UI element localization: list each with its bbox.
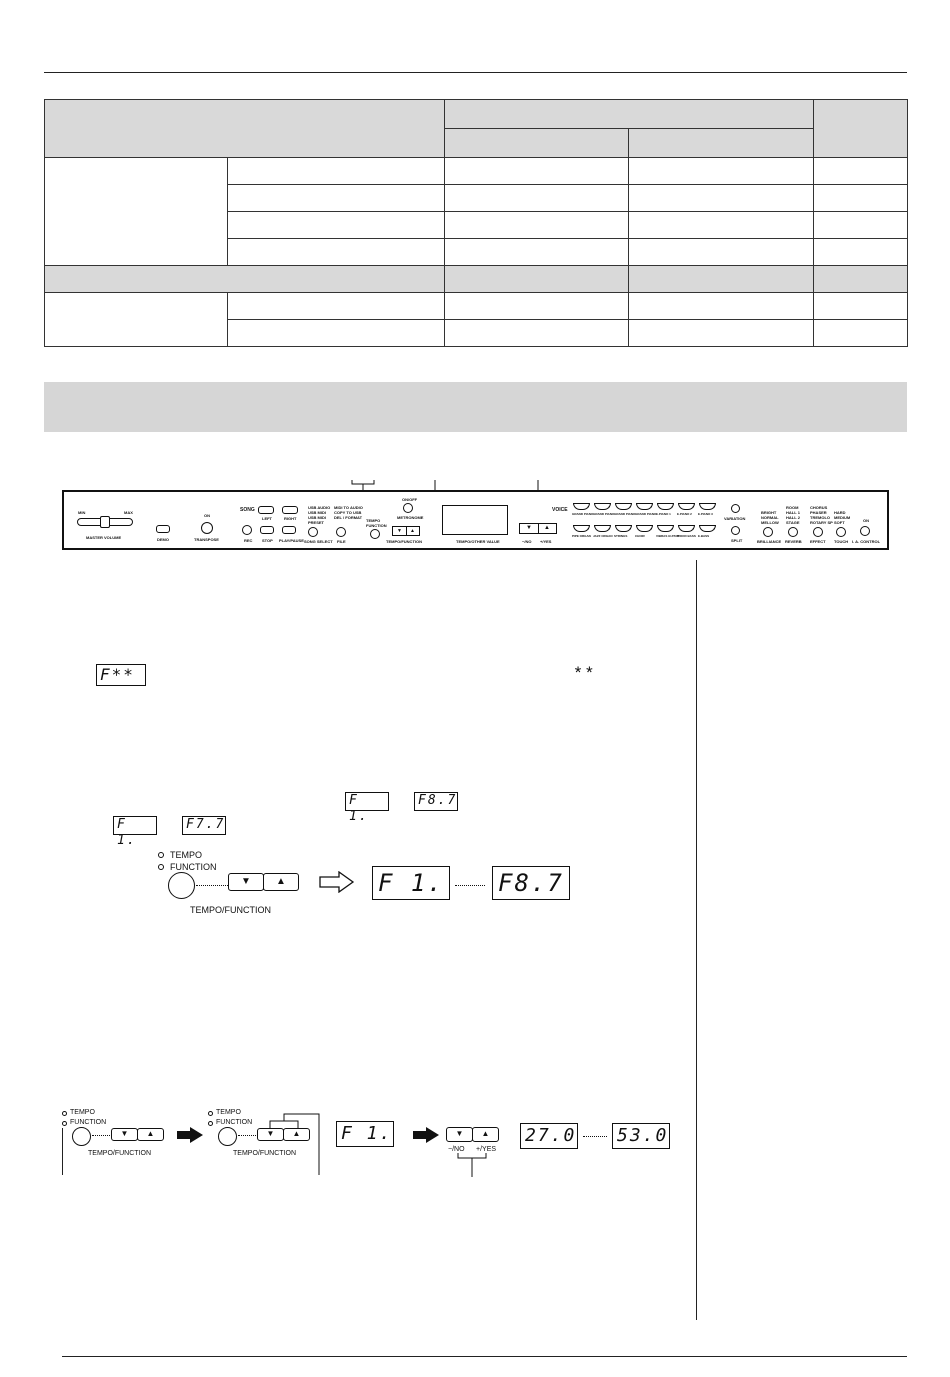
table-row (45, 158, 908, 185)
song-led-label: USB MIDI (308, 510, 326, 515)
brilliance-button[interactable] (763, 527, 773, 537)
iac-label: I. A. CONTROL (852, 539, 881, 544)
display-f1-c (336, 1121, 394, 1147)
file-led-label: DEL / FORMAT (334, 515, 363, 520)
diagram2-function-label-b: FUNCTION (216, 1119, 253, 1126)
yes-label: +/YES (540, 539, 552, 544)
voice-bottom-button[interactable] (615, 525, 632, 532)
volume-min-label: MIN (78, 510, 86, 515)
stars-glyph: * * (574, 663, 592, 682)
touch-label: TOUCH (834, 539, 849, 544)
song-select-label: SONG SELECT (304, 539, 333, 544)
voice-bottom-label: JAZZ ORGAN (593, 534, 613, 538)
tempo-led-icon (208, 1111, 213, 1116)
transpose-on-label: ON (204, 513, 210, 518)
song-left-button[interactable] (258, 506, 274, 514)
voice-top-button[interactable] (594, 503, 611, 510)
reverb-button[interactable] (788, 527, 798, 537)
section-banner (44, 382, 907, 432)
file-button[interactable] (336, 527, 346, 537)
table-cell (814, 158, 908, 185)
touch-led: SOFT (834, 520, 845, 525)
display-f1-a-text: F 1. (349, 793, 369, 824)
table-cell (814, 185, 908, 212)
table-cell (814, 239, 908, 266)
table-cell (814, 293, 908, 320)
touch-led: MEDIUM (834, 515, 851, 520)
transpose-button[interactable] (201, 522, 213, 534)
voice-top-label: E.PIANO 1 (656, 512, 671, 516)
voice-bottom-label: WOOD BASS (677, 534, 696, 538)
effect-button[interactable] (813, 527, 823, 537)
diagram1-down-button[interactable] (228, 873, 264, 891)
table-cell (228, 239, 445, 266)
play-pause-label: PLAY/PAUSE (279, 538, 304, 543)
file-led-label: COPY TO USB (334, 510, 362, 515)
function-led-icon (158, 864, 164, 870)
rec-button[interactable] (242, 525, 252, 535)
voice-top-label: E.PIANO 2 (677, 512, 692, 516)
diagram1-dotted-connector (196, 885, 228, 886)
footer-rule (62, 1356, 907, 1357)
reverb-label: REVERB (785, 539, 802, 544)
brilliance-led: MELLOW (761, 520, 779, 525)
diagram1-up-button[interactable] (263, 873, 299, 891)
table-cell (445, 212, 629, 239)
table-cell (445, 293, 629, 320)
table-cell (445, 320, 629, 347)
table-cell (814, 212, 908, 239)
tempo-function-button[interactable] (370, 529, 380, 539)
voice-label: VOICE (552, 507, 568, 513)
table-cell (445, 185, 629, 212)
brilliance-label: BRILLIANCE (757, 539, 782, 544)
table-cell (228, 212, 445, 239)
reverb-led: ROOM (786, 505, 799, 510)
diagram2-up-button-a[interactable] (137, 1128, 164, 1141)
effect-led: ROTARY SP (810, 520, 833, 525)
diagram2-down-icon[interactable]: ▼ (266, 1129, 275, 1138)
voice-top-button[interactable] (678, 503, 695, 510)
brilliance-led: BRIGHT (761, 510, 777, 515)
song-label: SONG (240, 507, 255, 513)
diagram1-tempo-function-label: TEMPO/FUNCTION (190, 905, 271, 915)
diagram1-function-button[interactable] (168, 872, 195, 899)
tempo-up-icon[interactable]: ▲ (410, 528, 415, 534)
diagram1-display-connector (455, 885, 485, 886)
display-f77-text: F7.7 (186, 817, 226, 832)
display-f87-big (492, 866, 570, 900)
header-cell (445, 129, 629, 158)
demo-label: DEMO (157, 537, 169, 542)
no-down-icon[interactable]: ▼ (521, 524, 539, 533)
voice-top-button[interactable] (573, 503, 590, 510)
song-led-label: USB AUDIO (308, 505, 331, 510)
tempo-function-label: TEMPO/FUNCTION (386, 539, 422, 544)
diagram1-function-label: FUNCTION (170, 862, 217, 872)
display-f87-big-text: F8.7 (498, 869, 564, 897)
table-header-row (45, 100, 908, 129)
voice-bottom-button[interactable] (573, 525, 590, 532)
section-cell (445, 266, 629, 293)
diagram2-dotted-connector (92, 1135, 110, 1136)
function-led-label: FUNCTION (366, 523, 387, 528)
diagram2-up-icon[interactable]: ▲ (292, 1129, 301, 1138)
table-cell (228, 185, 445, 212)
section-cell (45, 266, 445, 293)
sidebar-divider (696, 560, 697, 1320)
stop-button[interactable] (260, 526, 274, 534)
control-panel (62, 490, 889, 550)
song-left-label: LEFT (262, 516, 272, 521)
voice-top-label: GRAND PIANO (593, 512, 615, 516)
display-f1-a (345, 792, 389, 824)
diagram1-down-icon[interactable]: ▼ (241, 876, 251, 887)
table-section-row (45, 266, 908, 293)
diagram1-up-icon[interactable]: ▲ (276, 876, 286, 887)
tempo-down-icon[interactable]: ▼ (394, 527, 407, 535)
diagram2-dotted-connector-b (238, 1135, 256, 1136)
voice-top-label: GRAND PIANO (635, 512, 657, 516)
table-cell (228, 158, 445, 185)
demo-button[interactable] (156, 525, 170, 533)
hollow-arrow-icon (319, 871, 355, 893)
rec-label: REC (244, 538, 253, 543)
diagram2-yes-icon[interactable]: ▲ (481, 1129, 490, 1138)
display-270-text: 27.0 (525, 1125, 577, 1146)
display-f87-a (414, 792, 458, 811)
voice-top-label: E.PIANO 3 (698, 512, 713, 516)
touch-led: HARD (834, 510, 846, 515)
volume-slider[interactable] (77, 518, 133, 526)
iac-button[interactable] (860, 526, 870, 536)
metronome-label: METRONOME (397, 515, 424, 520)
diagram2-no-button[interactable] (446, 1127, 473, 1142)
effect-label: EFFECT (810, 539, 826, 544)
no-yes-bracket (455, 1152, 495, 1178)
table-cell (814, 320, 908, 347)
on-off-label: ON/OFF (402, 497, 418, 502)
tempo-other-value-label: TEMPO/OTHER VALUE (456, 539, 500, 544)
table-cell (45, 158, 228, 266)
volume-max-label: MAX (124, 510, 133, 515)
display-f-star-text: F** (100, 665, 135, 684)
voice-bottom-button[interactable] (699, 525, 716, 532)
section-cell (629, 266, 814, 293)
yes-up-icon[interactable]: ▲ (544, 525, 550, 531)
table-cell (445, 239, 629, 266)
display-f1-b (113, 816, 157, 848)
file-led-label: MIDI TO AUDIO (334, 505, 363, 510)
right-arrow-icon (176, 1127, 204, 1143)
table-cell (228, 293, 445, 320)
voice-bottom-button[interactable] (678, 525, 695, 532)
song-select-button[interactable] (308, 527, 318, 537)
diagram2-function-button-b[interactable] (218, 1127, 237, 1146)
diagram2-down-button-a[interactable] (111, 1128, 138, 1141)
song-right-button[interactable] (282, 506, 298, 514)
diagram2-yes-label: +/YES (476, 1146, 497, 1153)
song-led-label: USB MIDI (308, 515, 326, 520)
voice-bottom-button[interactable] (636, 525, 653, 532)
table-cell (629, 185, 814, 212)
right-arrow-icon (412, 1127, 440, 1143)
diagram2-tempo-label-b: TEMPO (216, 1109, 241, 1116)
tempo-down-up-buttons[interactable] (392, 526, 420, 536)
display-f77 (182, 816, 226, 835)
song-led-label: PRESET (308, 520, 325, 525)
table-cell (629, 212, 814, 239)
voice-bottom-label: E.BASS (698, 534, 710, 538)
reverb-led: HALL 1 (786, 510, 800, 515)
voice-bottom-label: CHOIR (635, 534, 645, 538)
diagram1-tempo-label: TEMPO (170, 850, 203, 860)
display-530-text: 53.0 (617, 1125, 669, 1146)
variation-label: VARIATION (724, 516, 746, 521)
display-530 (612, 1123, 670, 1149)
song-right-label: RIGHT (284, 516, 297, 521)
effect-led: PHASER (810, 510, 827, 515)
table-cell (228, 320, 445, 347)
voice-top-button[interactable] (657, 503, 674, 510)
header-cell (445, 100, 814, 129)
play-pause-button[interactable] (282, 526, 296, 534)
display-f1-big (372, 866, 450, 900)
header-rule (44, 72, 907, 73)
reverb-led: STAGE (786, 520, 800, 525)
effect-led: CHORUS (810, 505, 828, 510)
diagram2-down-icon[interactable]: ▼ (120, 1129, 129, 1138)
tempo-led-icon (62, 1111, 67, 1116)
variation-button[interactable] (731, 504, 740, 513)
no-label: −/NO (522, 539, 532, 544)
tempo-led-icon (158, 852, 164, 858)
volume-slider-knob[interactable] (100, 516, 110, 528)
diagram2-tempo-function-label-b: TEMPO/FUNCTION (233, 1150, 296, 1157)
transpose-label: TRANSPOSE (194, 537, 219, 542)
stop-label: STOP (262, 538, 273, 543)
brilliance-led: NORMAL (761, 515, 779, 520)
spec-table (44, 99, 908, 347)
voice-top-button[interactable] (615, 503, 632, 510)
metronome-button[interactable] (403, 503, 413, 513)
voice-bottom-label: STRINGS (614, 534, 628, 538)
touch-button[interactable] (836, 527, 846, 537)
split-button[interactable] (731, 526, 740, 535)
display-f-star (96, 664, 146, 686)
header-cell (629, 129, 814, 158)
effect-led: TREMOLO (810, 515, 830, 520)
display-270 (520, 1123, 578, 1149)
header-cell (814, 100, 908, 158)
voice-bottom-button[interactable] (657, 525, 674, 532)
diagram2-tempo-function-label: TEMPO/FUNCTION (88, 1150, 151, 1157)
display-f1-b-text: F 1. (117, 817, 137, 848)
function-led-icon (208, 1121, 213, 1126)
no-yes-buttons[interactable] (519, 523, 557, 534)
voice-top-button[interactable] (699, 503, 716, 510)
section-cell (814, 266, 908, 293)
led-display (442, 505, 508, 535)
bracket-icon (265, 1108, 325, 1176)
table-row (45, 293, 908, 320)
table-cell (629, 239, 814, 266)
voice-top-button[interactable] (636, 503, 653, 510)
diagram2-tempo-label: TEMPO (70, 1109, 95, 1116)
display-f1-big-text: F 1. (378, 869, 444, 897)
function-led-icon (62, 1121, 67, 1126)
master-volume-label: MASTER VOLUME (86, 535, 122, 540)
diagram2-no-label: −/NO (448, 1146, 465, 1153)
voice-bottom-label: VIBRAS GUITAR (656, 534, 680, 538)
voice-bottom-button[interactable] (594, 525, 611, 532)
reverb-led: HALL 2 (786, 515, 800, 520)
display-f1-c-text: F 1. (341, 1123, 393, 1144)
tempo-led-label: TEMPO (366, 518, 381, 523)
diagram2-yes-button[interactable] (472, 1127, 499, 1142)
voice-top-label: GRAND PIANO (572, 512, 594, 516)
diagram2-display-connector (583, 1136, 607, 1137)
iac-on-label: ON (863, 518, 869, 523)
diagram2-no-icon[interactable]: ▼ (455, 1129, 464, 1138)
diagram2-function-button-a[interactable] (72, 1127, 91, 1146)
display-f87-a-text: F8.7 (418, 793, 458, 808)
header-cell (45, 100, 445, 158)
diagram2-function-label: FUNCTION (70, 1119, 107, 1126)
file-label: FILE (337, 539, 346, 544)
voice-top-label: GRAND PIANO (614, 512, 636, 516)
diagram2-up-icon[interactable]: ▲ (146, 1129, 155, 1138)
split-label: SPLIT (731, 538, 743, 543)
callout-line-a (62, 1128, 63, 1175)
table-cell (45, 293, 228, 347)
table-cell (629, 293, 814, 320)
table-cell (445, 158, 629, 185)
voice-bottom-label: PIPE ORGAN (572, 534, 591, 538)
table-cell (629, 158, 814, 185)
table-cell (629, 320, 814, 347)
